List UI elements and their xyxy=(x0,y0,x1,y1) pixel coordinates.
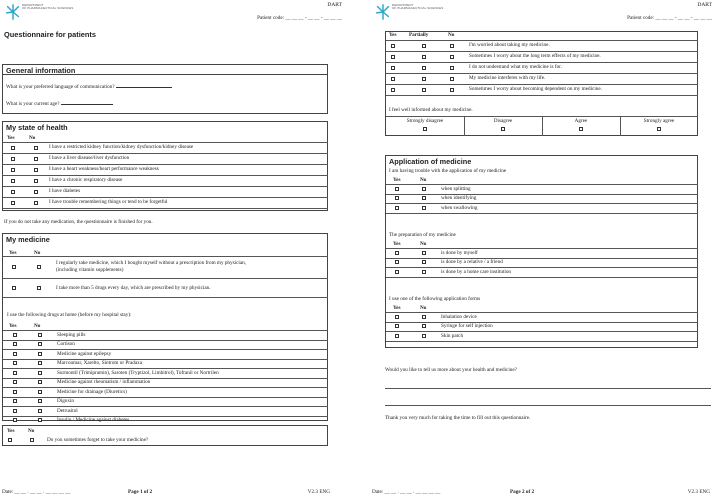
health-2-no-checkbox[interactable] xyxy=(34,168,38,172)
yes-header: Yes xyxy=(393,241,401,247)
form-0-yes-checkbox[interactable] xyxy=(395,315,399,319)
footer-date: Date: __ __ . __ __ . __ __ __ __ xyxy=(372,489,441,495)
row-divider xyxy=(386,84,698,85)
health-1-yes-checkbox[interactable] xyxy=(11,157,15,161)
worry-1-yes-checkbox[interactable] xyxy=(391,55,395,59)
otc-no-checkbox[interactable] xyxy=(37,265,41,269)
drug-9-yes-checkbox[interactable] xyxy=(13,418,17,422)
drug-8-yes-checkbox[interactable] xyxy=(13,409,17,413)
no-header: No xyxy=(34,250,41,256)
five-drugs-yes-checkbox[interactable] xyxy=(12,286,16,290)
row-divider xyxy=(386,248,698,249)
prep-0-yes-checkbox[interactable] xyxy=(395,251,399,255)
yes-header: Yes xyxy=(9,250,17,256)
prep-1-no-checkbox[interactable] xyxy=(422,260,426,264)
drug-item: Insulin / Medicine against diabetes xyxy=(57,417,130,423)
drugs-intro: I use the following drugs at home (before my hospital stay): xyxy=(7,312,132,318)
row-divider xyxy=(386,95,698,96)
scale-label-0: Strongly disagree xyxy=(406,118,444,124)
no-header: No xyxy=(28,428,35,434)
section-heading: General information xyxy=(3,65,327,75)
worry-0-no-checkbox[interactable] xyxy=(450,44,454,48)
worry-2-yes-checkbox[interactable] xyxy=(391,66,395,70)
row-divider xyxy=(3,349,328,350)
drug-item: Cortison xyxy=(57,341,75,347)
row-divider xyxy=(3,340,328,341)
form-item: Skin patch xyxy=(441,332,464,339)
worry-item: My medicine interferes with my life. xyxy=(469,75,546,82)
worry-4-yes-checkbox[interactable] xyxy=(391,88,395,92)
health-5-no-checkbox[interactable] xyxy=(34,201,38,205)
no-header: No xyxy=(420,305,427,311)
row-divider xyxy=(386,322,698,323)
yes-header: Yes xyxy=(393,305,401,311)
trouble-0-no-checkbox[interactable] xyxy=(422,187,426,191)
row-divider xyxy=(3,397,328,398)
language-question: What is your preferred language of communication? xyxy=(6,84,115,90)
no-header: No xyxy=(420,177,427,183)
scale-option-3-checkbox[interactable] xyxy=(657,127,661,131)
scale-option-1-checkbox[interactable] xyxy=(501,127,505,131)
medicine-section xyxy=(2,233,328,421)
trouble-2-yes-checkbox[interactable] xyxy=(395,206,399,210)
row-divider xyxy=(386,331,698,332)
drug-item: Surmontil (Trimipramin), Saroten (Tryptizol, Limbitrol), Tofranil or Nortrilen xyxy=(57,369,219,376)
form-2-yes-checkbox[interactable] xyxy=(395,334,399,338)
health-4-no-checkbox[interactable] xyxy=(34,190,38,194)
drug-0-no-checkbox[interactable] xyxy=(38,333,42,337)
prep-item: is done by a relative / a friend xyxy=(441,259,503,265)
row-divider xyxy=(386,258,698,259)
scale-option-0-checkbox[interactable] xyxy=(423,127,427,131)
worry-item: I'm worried about taking my medicine. xyxy=(469,42,550,49)
row-divider xyxy=(386,213,698,214)
informed-statement: I feel well informed about my medicine. xyxy=(389,107,473,113)
footer-page: Page 1 of 2 xyxy=(128,489,153,495)
prep-2-no-checkbox[interactable] xyxy=(422,270,426,274)
section-heading: My medicine xyxy=(6,235,50,244)
row-divider xyxy=(3,164,328,165)
health-3-yes-checkbox[interactable] xyxy=(11,179,15,183)
form-item: Syringe for self injection xyxy=(441,323,493,329)
scale-label-2: Agree xyxy=(574,118,588,124)
otc-question: I regularly take medicine, which I bought myself without a prescription from my physician, xyxy=(56,260,247,266)
health-4-yes-checkbox[interactable] xyxy=(11,190,15,194)
drug-6-yes-checkbox[interactable] xyxy=(13,390,17,394)
prep-item: is done by a home care institution xyxy=(441,268,512,275)
worry-4-partially-checkbox[interactable] xyxy=(422,88,426,92)
health-item: I have a chronic respiratory disease xyxy=(49,177,123,184)
scale-label-3: Strongly agree xyxy=(643,118,675,124)
worry-item: Sometimes I worry about becoming dependent on my medicine. xyxy=(469,86,602,93)
health-item: I have a restricted kidney function/kidney dysfunction/kidney disease xyxy=(49,144,194,151)
section-heading: My state of health xyxy=(6,123,68,132)
row-divider xyxy=(386,341,698,342)
general-info-section xyxy=(2,64,328,114)
row-divider xyxy=(3,387,328,388)
university-logo-icon xyxy=(374,3,392,21)
row-divider xyxy=(386,62,698,63)
patient-code: Patient code: __ __ __ - __ __ - __ __ __ xyxy=(627,15,712,21)
prep-0-no-checkbox[interactable] xyxy=(422,251,426,255)
application-section xyxy=(385,155,698,348)
prep-1-yes-checkbox[interactable] xyxy=(395,260,399,264)
logo-text: DEPARTMENT OF PHARMACEUTICAL SCIENCES xyxy=(392,3,444,11)
row-divider xyxy=(3,153,328,154)
trouble-item: when swallowing xyxy=(441,204,478,211)
form-1-yes-checkbox[interactable] xyxy=(395,324,399,328)
section-heading: Application of medicine xyxy=(389,157,472,166)
worry-1-partially-checkbox[interactable] xyxy=(422,55,426,59)
yes-header: Yes xyxy=(389,32,397,38)
form-0-no-checkbox[interactable] xyxy=(422,315,426,319)
health-0-yes-checkbox[interactable] xyxy=(11,146,15,150)
drug-5-yes-checkbox[interactable] xyxy=(13,380,17,384)
row-divider xyxy=(386,51,698,52)
worry-3-partially-checkbox[interactable] xyxy=(422,77,426,81)
health-2-yes-checkbox[interactable] xyxy=(11,168,15,172)
trouble-1-no-checkbox[interactable] xyxy=(422,196,426,200)
drug-item: Detrusitol xyxy=(57,407,78,414)
drug-item: Digoxin xyxy=(57,398,75,404)
language-input[interactable] xyxy=(116,83,172,88)
worries-section xyxy=(385,31,698,136)
row-divider xyxy=(3,175,328,176)
page-1 xyxy=(2,0,342,498)
five-drugs-no-checkbox[interactable] xyxy=(37,286,41,290)
drug-item: Medicine against epilepsy xyxy=(57,350,112,357)
row-divider xyxy=(386,73,698,74)
worry-2-partially-checkbox[interactable] xyxy=(422,66,426,70)
footer-version: V2.3 ENG xyxy=(687,489,710,495)
drug-2-no-checkbox[interactable] xyxy=(38,352,42,356)
page-title: Questionnaire for patients xyxy=(4,30,96,39)
yes-header: Yes xyxy=(7,135,15,141)
footer-date: Date: __ __ . __ __ . __ __ __ __ xyxy=(2,489,71,495)
otc-question-note: (including vitamin supplements) xyxy=(56,267,124,273)
row-divider xyxy=(386,277,698,278)
footer-version: V2.3 ENG xyxy=(307,489,330,495)
health-item: I have a liver disease/liver dysfunction xyxy=(49,155,130,162)
yes-header: Yes xyxy=(7,428,15,434)
health-5-yes-checkbox[interactable] xyxy=(11,201,15,205)
drug-0-yes-checkbox[interactable] xyxy=(13,333,17,337)
university-logo-icon xyxy=(4,3,22,21)
scale-option-2-checkbox[interactable] xyxy=(579,127,583,131)
trouble-item: when splitting xyxy=(441,185,471,192)
drug-item: Medicine against rheumatism / inflammation xyxy=(57,379,151,385)
yes-header: Yes xyxy=(393,177,401,183)
health-item: I have a heart weakness/heart performance weakness xyxy=(49,166,159,173)
drug-item: Marcoumar, Xarelto, Sintrom or Pradaxa xyxy=(57,360,143,366)
no-header: No xyxy=(29,135,36,141)
answer-line[interactable] xyxy=(385,388,711,389)
drug-4-no-checkbox[interactable] xyxy=(38,371,42,375)
worry-0-yes-checkbox[interactable] xyxy=(391,44,395,48)
row-divider xyxy=(386,203,698,204)
trouble-2-no-checkbox[interactable] xyxy=(422,206,426,210)
prep-intro: The preparation of my medicine xyxy=(389,232,456,238)
forget-question: Do you sometimes forget to take your medicine? xyxy=(47,437,149,443)
drug-1-yes-checkbox[interactable] xyxy=(13,342,17,346)
page-2 xyxy=(372,0,712,498)
drug-1-no-checkbox[interactable] xyxy=(38,342,42,346)
no-header: No xyxy=(34,323,41,329)
trouble-1-yes-checkbox[interactable] xyxy=(395,196,399,200)
thanks-text: Thank you very much for taking the time to fill out this questionnaire. xyxy=(385,415,531,421)
row-divider xyxy=(386,184,698,185)
five-drugs-question: I take more than 5 drugs every day, which are prescribed by my physician. xyxy=(56,285,211,291)
yes-header: Yes xyxy=(9,323,17,329)
worry-1-no-checkbox[interactable] xyxy=(450,55,454,59)
health-0-no-checkbox[interactable] xyxy=(34,146,38,150)
row-divider xyxy=(3,142,328,143)
drug-9-no-checkbox[interactable] xyxy=(38,418,42,422)
row-divider xyxy=(3,416,328,417)
drug-2-yes-checkbox[interactable] xyxy=(13,352,17,356)
drug-item: Sleeping pills xyxy=(57,331,86,338)
drug-5-no-checkbox[interactable] xyxy=(38,380,42,384)
row-divider xyxy=(386,40,698,41)
trouble-0-yes-checkbox[interactable] xyxy=(395,187,399,191)
worry-3-no-checkbox[interactable] xyxy=(450,77,454,81)
no-header: No xyxy=(420,241,427,247)
drug-3-yes-checkbox[interactable] xyxy=(13,361,17,365)
patient-code: Patient code: __ __ __ - __ __ - __ __ __ xyxy=(257,15,342,21)
row-divider xyxy=(3,406,328,407)
age-input[interactable] xyxy=(61,100,113,105)
drug-3-no-checkbox[interactable] xyxy=(38,361,42,365)
otc-yes-checkbox[interactable] xyxy=(12,265,16,269)
row-divider xyxy=(3,359,328,360)
logo-text: DEPARTMENT OF PHARMACEUTICAL SCIENCES xyxy=(22,3,74,11)
worry-3-yes-checkbox[interactable] xyxy=(391,77,395,81)
row-divider xyxy=(3,368,328,369)
row-divider xyxy=(3,186,328,187)
trouble-intro: I am having trouble with the application of my medicine xyxy=(389,168,507,174)
age-question: What is your current age? xyxy=(6,101,60,107)
dart-label: DART xyxy=(697,2,712,8)
dart-label: DART xyxy=(327,2,342,8)
worry-0-partially-checkbox[interactable] xyxy=(422,44,426,48)
drug-4-yes-checkbox[interactable] xyxy=(13,371,17,375)
drug-item: Medicine for drainage (Diuretics) xyxy=(57,388,127,395)
partially-header: Partially xyxy=(409,32,429,38)
row-divider xyxy=(386,312,698,313)
health-3-no-checkbox[interactable] xyxy=(34,179,38,183)
row-divider xyxy=(386,267,698,268)
prep-item: is done by myself xyxy=(441,249,478,256)
row-divider xyxy=(3,330,328,331)
form-2-no-checkbox[interactable] xyxy=(422,334,426,338)
drug-8-no-checkbox[interactable] xyxy=(38,409,42,413)
forget-yes-checkbox[interactable] xyxy=(8,438,12,442)
forget-no-checkbox[interactable] xyxy=(30,438,34,442)
scale-label-1: Disagree xyxy=(493,118,513,124)
worry-item: I do not understand what my medicine is for. xyxy=(469,64,562,71)
health-item: I have diabetes xyxy=(49,188,81,195)
row-divider xyxy=(3,208,328,209)
prep-2-yes-checkbox[interactable] xyxy=(395,270,399,274)
row-divider xyxy=(386,194,698,195)
trouble-item: when identifying xyxy=(441,195,477,201)
worry-2-no-checkbox[interactable] xyxy=(450,66,454,70)
more-question: Would you like to tell us more about your health and medicine? xyxy=(385,367,517,373)
drug-6-no-checkbox[interactable] xyxy=(38,390,42,394)
drug-7-yes-checkbox[interactable] xyxy=(13,399,17,403)
forget-section xyxy=(2,425,328,446)
forms-intro: I use one of the following application forms xyxy=(389,296,481,302)
worry-4-no-checkbox[interactable] xyxy=(450,88,454,92)
worry-item: Sometimes I worry about the long term effects of my medicine. xyxy=(469,53,601,60)
form-1-no-checkbox[interactable] xyxy=(422,324,426,328)
answer-line[interactable] xyxy=(385,405,711,406)
no-header: No xyxy=(448,32,455,38)
row-divider xyxy=(3,378,328,379)
row-divider xyxy=(3,197,328,198)
health-section xyxy=(2,121,328,211)
footer-page: Page 2 of 2 xyxy=(510,489,535,495)
health-item: I have trouble remembering things or tend to be forgetful xyxy=(49,199,168,206)
drug-7-no-checkbox[interactable] xyxy=(38,399,42,403)
form-item: Inhalation device xyxy=(441,313,477,320)
health-1-no-checkbox[interactable] xyxy=(34,157,38,161)
no-medication-note: If you do not take any medication, the questionnaire is finished for you. xyxy=(4,219,153,225)
